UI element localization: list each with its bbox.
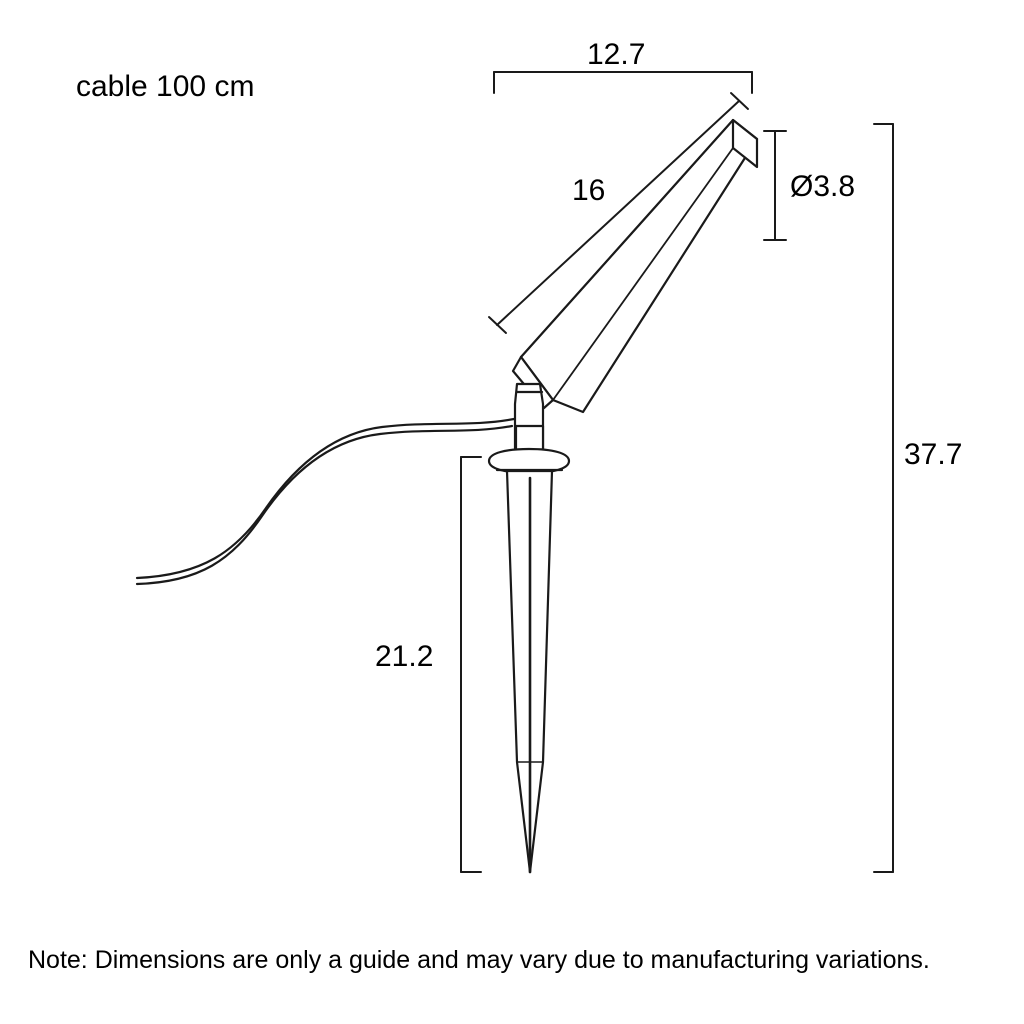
dimension-width-top [494, 72, 752, 93]
label-spike-length: 21.2 [375, 640, 434, 673]
label-cable-length: cable 100 cm [76, 70, 255, 103]
dimension-total-height [874, 124, 893, 872]
cable-path [137, 419, 514, 584]
label-width-top: 12.7 [587, 38, 646, 71]
dimension-head-diameter [764, 131, 786, 240]
dimension-spike-length [461, 457, 481, 872]
label-head-length: 16 [572, 174, 606, 207]
dimension-note: Note: Dimensions are only a guide and may vary due to manufacturing variations. [28, 946, 930, 974]
spike-flange [489, 449, 569, 473]
label-head-diameter: Ø3.8 [790, 170, 856, 203]
label-total-height: 37.7 [904, 438, 963, 471]
